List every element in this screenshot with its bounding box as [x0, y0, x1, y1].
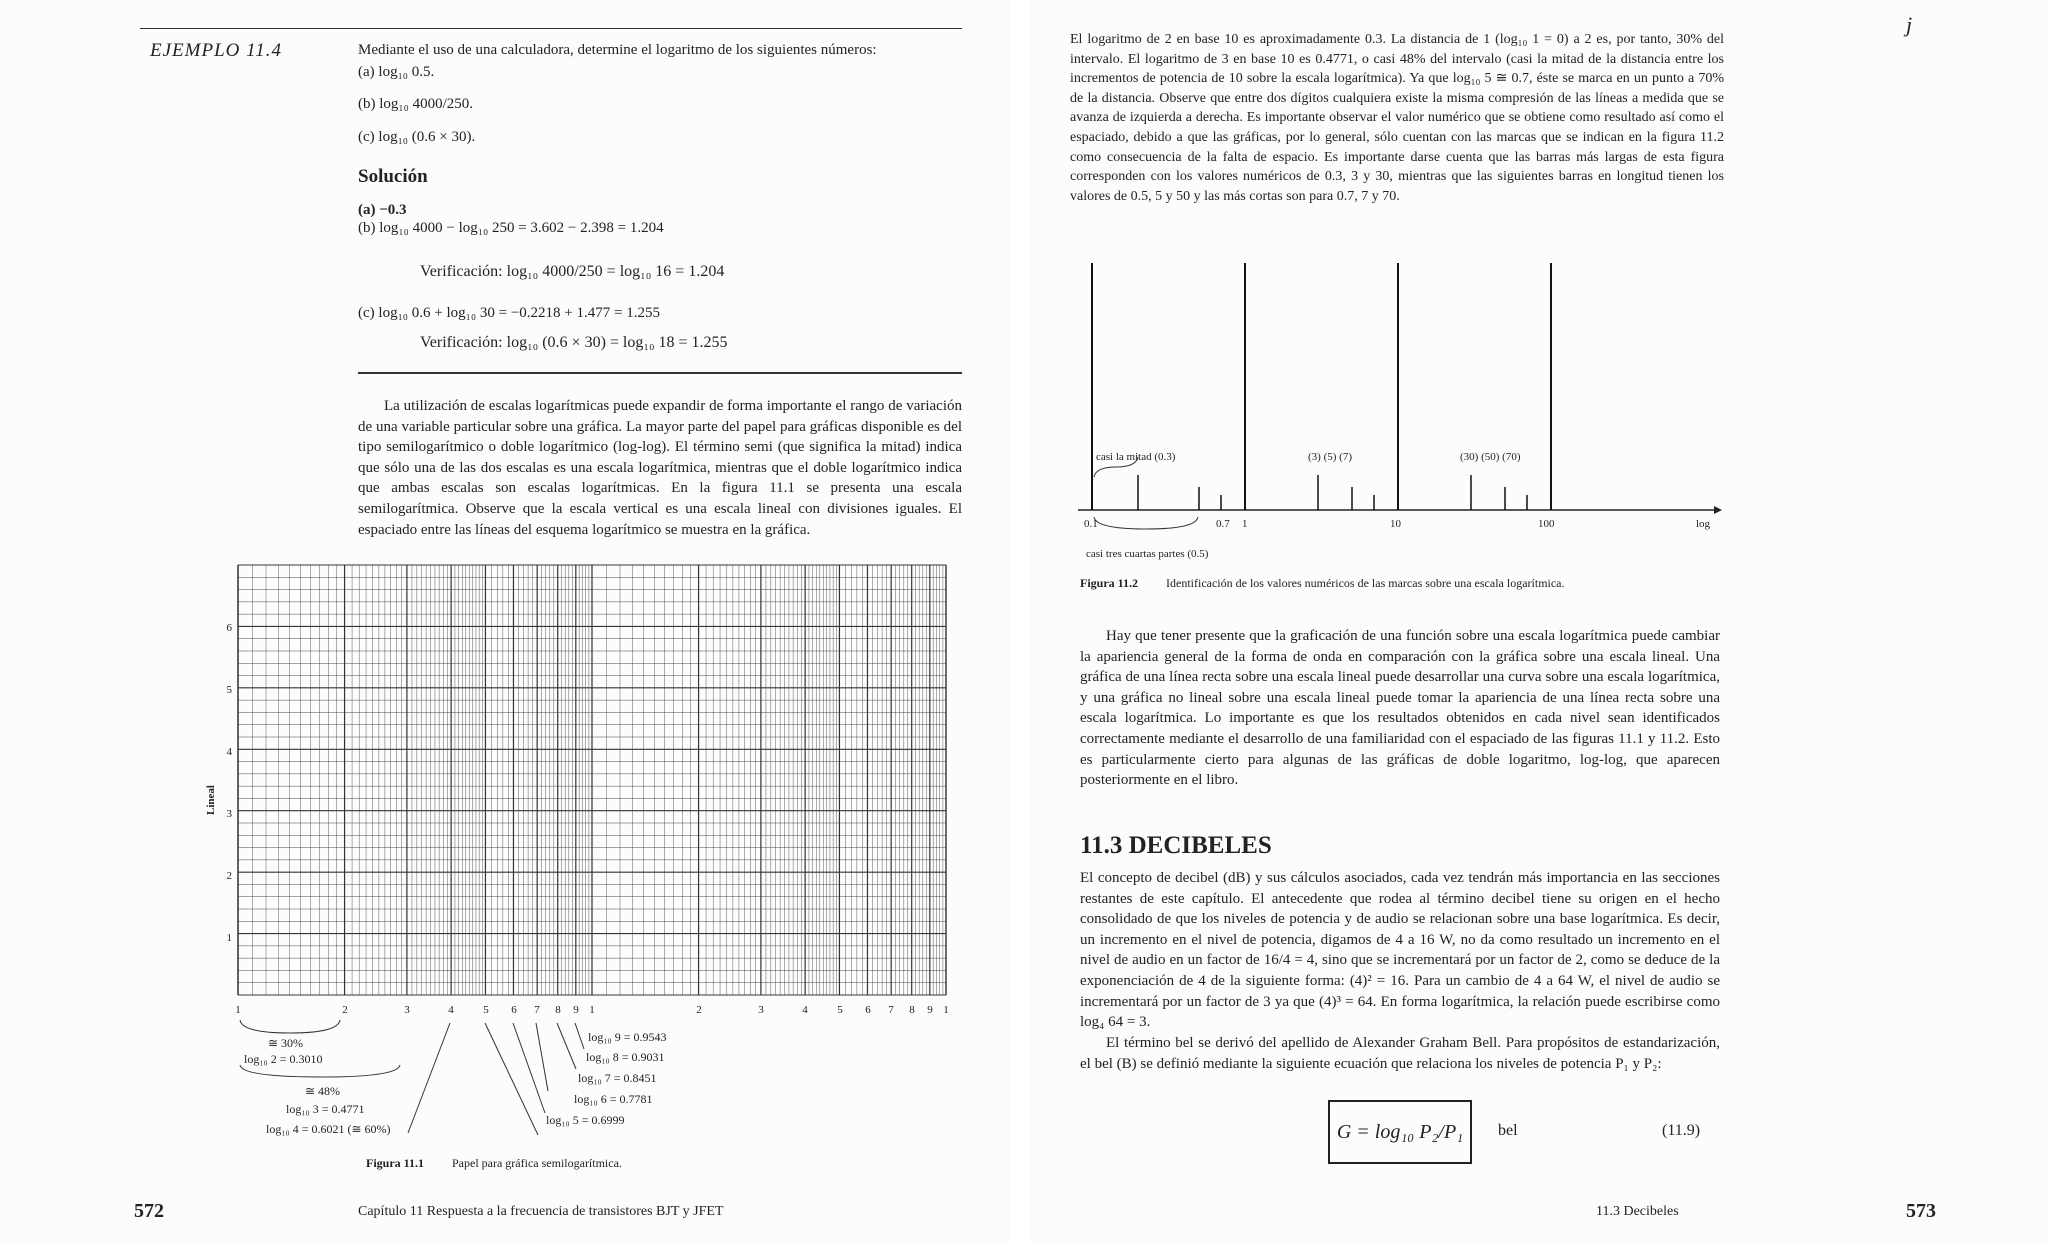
x-tick-d2-6: 6 [865, 1004, 871, 1016]
verification-c: Verificación: log₁₀ (0.6 × 30) = log₁₀ 18 = 1.255 [420, 334, 728, 351]
annotation-log3: log₁₀ 3 = 0.4771 [286, 1102, 365, 1116]
y-tick-1: 1 [226, 932, 232, 944]
intro-paragraph: La utilización de escalas logarítmicas puede expandir de forma importante el rango de variación de una variable particular sobre una gráfica. La mayor parte del papel para gráficas disponible es del tipo semilogarítmico o doble logarítmico (log-log). El término semi (que significa la mitad) indica que sólo una de las dos escalas es una escala logarítmica, mientras que el doble logarítmico indica que ambas escalas son escalas logarítmicas. En la figura 11.1 se presenta una escala semilogarítmica. Observe que la escala vertical es una escala lineal con divisiones iguales. El espaciado entre las líneas del esquema logarítmico se muestra en la gráfica. [358, 398, 962, 538]
x-tick-d2-8: 8 [909, 1004, 915, 1016]
right-paragraph-3: El concepto de decibel (dB) y sus cálculos asociados, cada vez tendrán más importancia en las secciones restantes de este capítulo. El antecedente que rodea al término decibel tiene su origen en el hecho consolidado de que los niveles de potencia y de audio se relacionan sobre una base logarítmica. Es decir, un incremento en el nivel de potencia, digamos de 4 a 16 W, no da como resultado un incremento en el nivel de audio en un factor de 16/4 = 4, sino que se incrementará por un factor de 2, como se deduce de la exponenciación de 4 de la siguiente forma: (4)² = 16. Para un cambio de 4 a 64 W, el nivel de audio se incrementará por un factor de 3 ya que (4)³ = 64. En forma logarítmica, la relación puede escribirse como log₄ 64 = 3. [1080, 870, 1720, 1031]
corner-mark: j [1906, 12, 1913, 37]
x-tick-d1-9: 9 [573, 1004, 579, 1016]
annotation-log9: log₁₀ 9 = 0.9543 [588, 1030, 667, 1044]
right-page-number: 573 [1906, 1200, 1936, 1222]
x-tick-d1-1: 1 [235, 1004, 241, 1016]
annotation-log2: log₁₀ 2 = 0.3010 [244, 1052, 323, 1066]
brace-three-quarters [1094, 517, 1198, 529]
example-item-b: (b) log₁₀ 4000/250. [358, 96, 474, 112]
left-page [0, 0, 1010, 1244]
right-paragraph-2: Hay que tener presente que la graficación de una función sobre una escala logarítmica puede cambiar la apariencia general de la forma de onda en comparación con la gráfica sobre una escala lineal. Una gráfica de una línea recta sobre una escala lineal puede desarrollar una curva sobre una escala logarítmica, y una gráfica no lineal sobre una escala lineal puede tomar la apariencia de una línea recta sobre una escala logarítmica. Lo importante es que los resultados obtenidos en cada nivel sean identificados correctamente mediante el desarrollo de una familiaridad con el espaciado de las figuras 11.1 y 11.2. Esto es particularmente cierto para algunas de las gráficas de doble logaritmo, log-log, que aparecen posteriormente en el libro. [1080, 628, 1720, 789]
x-tick-d2-2: 2 [696, 1004, 702, 1016]
y-tick-3: 3 [226, 808, 232, 820]
x-tick-d2-10: 1 [943, 1004, 949, 1016]
y-axis [205, 622, 233, 944]
x-label-0.7: 0.7 [1216, 518, 1230, 530]
annotation-48-percent: ≅ 48% [305, 1084, 341, 1098]
x-tick-d1-8: 8 [555, 1004, 561, 1016]
y-axis-label: Lineal [205, 785, 217, 815]
figure2-axis-arrow [1714, 506, 1722, 514]
solution-b: (b) log₁₀ 4000 − log₁₀ 250 = 3.602 − 2.398 = 1.204 [358, 220, 664, 236]
example-item-c: (c) log₁₀ (0.6 × 30). [358, 129, 476, 145]
x-label-10: 10 [1390, 518, 1401, 530]
equation-box [1328, 1100, 1472, 1164]
semilog-paper-figure [200, 555, 990, 1025]
marks-decade-2-label: (3) (5) (7) [1308, 451, 1352, 463]
example-item-a: (a) log₁₀ 0.5. [358, 64, 435, 80]
x-tick-d1-4: 4 [448, 1004, 454, 1016]
label-half: casi la mitad (0.3) [1096, 451, 1176, 463]
right-paragraph-1: El logaritmo de 2 en base 10 es aproximadamente 0.3. La distancia de 1 (log₁₀ 1 = 0) a 2 es, por tanto, 30% del intervalo. El logaritmo de 3 en base 10 es 0.4771, o casi 48% del intervalo (casi la mitad de la distancia entre los incrementos de potencia de 10 sobre la escala logarítmica). Ya que log₁₀ 5 ≅ 0.7, éste se marca en un punto a 70% de la distancia. Observe que entre dos dígitos cualquiera existe la misma compresión de las líneas a medida que se avanza de izquierda a derecha. Es importante observar el valor numérico que se obtiene como resultado así como el espaciado, debido a que las gráficas, por lo general, sólo cuentan con las marcas que se indican en la figura 11.2 como consecuencia de la falta de espacio. Es importante darse cuenta que las barras más largas de esta figura corresponden con los valores numéricos de 0.3, 3 y 30, mientras que las siguientes barras en longitud tienen los valores de 0.5, 5 y 50 y las más cortas son para 0.7, 7 y 70. [1070, 32, 1724, 204]
top-rule [140, 28, 962, 29]
right-footer: 11.3 Decibeles [1596, 1204, 1679, 1219]
x-tick-d1-10: 1 [589, 1004, 595, 1016]
figure1-caption-label: Figura 11.1 [366, 1156, 425, 1170]
figure2-caption-label: Figura 11.2 [1080, 576, 1139, 590]
marks-decade-3-label: (30) (50) (70) [1460, 451, 1521, 463]
x-tick-d1-6: 6 [511, 1004, 517, 1016]
y-tick-6: 6 [226, 622, 232, 634]
solution-c: (c) log₁₀ 0.6 + log₁₀ 30 = −0.2218 + 1.477 = 1.255 [358, 305, 660, 321]
label-three-quarters: casi tres cuartas partes (0.5) [1086, 548, 1209, 560]
x-tick-d2-4: 4 [802, 1004, 808, 1016]
x-tick-d2-5: 5 [837, 1004, 843, 1016]
x-label-0.1: 0.1 [1084, 518, 1098, 530]
annotation-log6: log₁₀ 6 = 0.7781 [574, 1092, 653, 1106]
log-scale-marks-figure [1070, 255, 1730, 565]
x-label-100: 100 [1538, 518, 1555, 530]
annotation-log7: log₁₀ 7 = 0.8451 [578, 1071, 657, 1085]
right-paragraph-4: El término bel se derivó del apellido de Alexander Graham Bell. Para propósitos de estandarización, el bel (B) se definió mediante la siguiente ecuación que relaciona los niveles de potencia P₁ y P₂: [1080, 1035, 1720, 1072]
y-tick-2: 2 [226, 870, 232, 882]
left-footer: Capítulo 11 Respuesta a la frecuencia de transistores BJT y JFET [358, 1204, 724, 1219]
example-intro: Mediante el uso de una calculadora, determine el logaritmo de los siguientes números: [358, 42, 877, 58]
y-tick-5: 5 [226, 684, 232, 696]
solution-heading: Solución [358, 166, 428, 187]
figure2-caption-text: Identificación de los valores numéricos de las marcas sobre una escala logarítmica. [1166, 576, 1565, 590]
equation-number: (11.9) [1662, 1122, 1701, 1139]
equation-unit: bel [1498, 1122, 1518, 1139]
x-tick-d1-2: 2 [342, 1004, 348, 1016]
x-label-log: log [1696, 518, 1711, 530]
annotation-log4: log₁₀ 4 = 0.6021 (≅ 60%) [266, 1122, 391, 1136]
figure1-caption-text: Papel para gráfica semilogarítmica. [452, 1156, 622, 1170]
x-tick-d1-7: 7 [534, 1004, 540, 1016]
verification-b: Verificación: log₁₀ 4000/250 = log₁₀ 16 = 1.204 [420, 263, 725, 280]
y-tick-4: 4 [226, 746, 232, 758]
example-end-rule [358, 372, 962, 374]
equation: G = log₁₀ P₂/P₁ [1336, 1120, 1464, 1143]
x-tick-d2-7: 7 [888, 1004, 894, 1016]
semilog-grid [238, 565, 946, 995]
left-page-number: 572 [134, 1200, 164, 1222]
right-page [1030, 0, 2048, 1244]
x-tick-d1-5: 5 [483, 1004, 489, 1016]
x-label-1: 1 [1242, 518, 1248, 530]
example-label: EJEMPLO 11.4 [150, 40, 282, 61]
annotation-30-percent: ≅ 30% [268, 1036, 304, 1050]
x-tick-d1-3: 3 [404, 1004, 410, 1016]
annotation-log5: log₁₀ 5 = 0.6999 [546, 1113, 625, 1127]
solution-a: (a) −0.3 [358, 202, 407, 218]
section-heading: 11.3 DECIBELES [1080, 832, 1272, 859]
x-tick-d2-3: 3 [758, 1004, 764, 1016]
x-tick-d2-9: 9 [927, 1004, 933, 1016]
annotation-log8: log₁₀ 8 = 0.9031 [586, 1050, 665, 1064]
